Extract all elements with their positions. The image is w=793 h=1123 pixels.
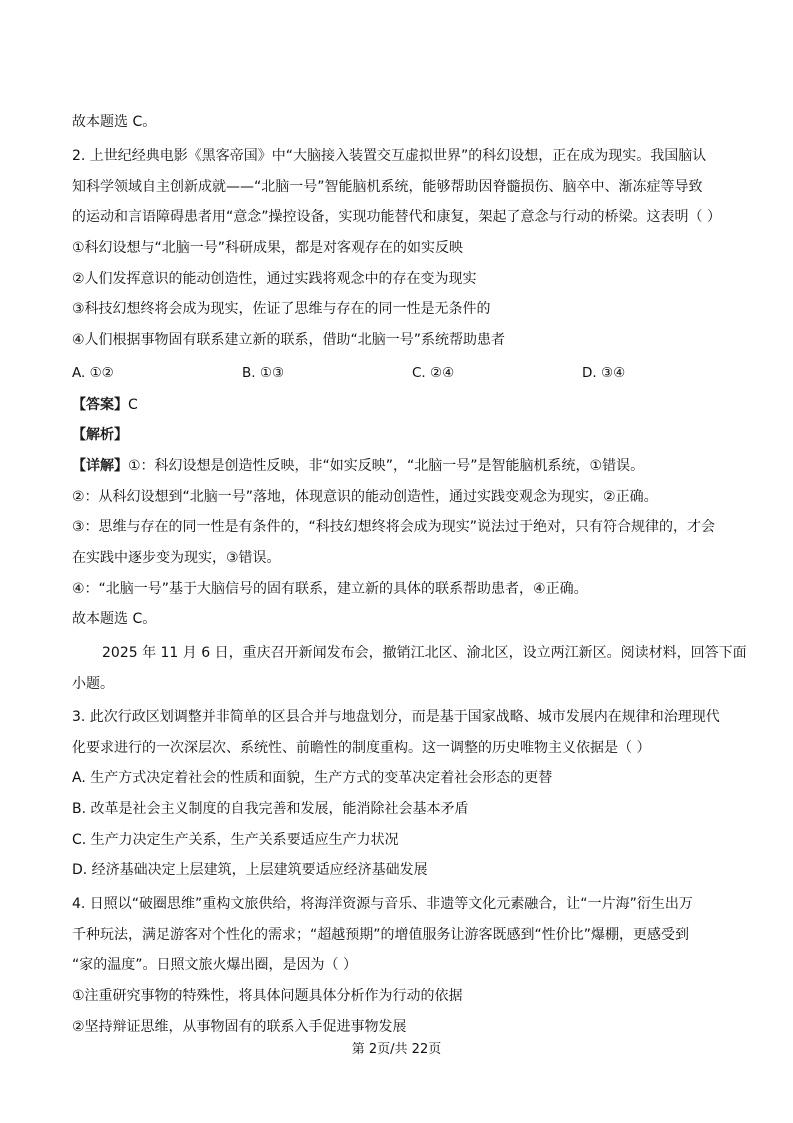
question-2-statement-2: ②人们发挥意识的能动创造性，通过实践将观念中的存在变为现实 xyxy=(72,271,477,287)
answer-conclusion-q1: 故本题选 C。 xyxy=(72,114,157,130)
question-4-statement-1: ①注重研究事物的特殊性，将具体问题具体分析作为行动的依据 xyxy=(72,988,463,1004)
answer-value: C xyxy=(128,397,138,413)
material-intro-line-2: 小题。 xyxy=(72,676,114,692)
option-a: A. ①② xyxy=(72,365,114,381)
option-d: D. ③④ xyxy=(582,365,626,381)
detail-tag: 【详解】 xyxy=(72,458,128,474)
question-3-option-c: C. 生产力决定生产关系，生产关系要适应生产力状况 xyxy=(72,832,399,848)
question-2-statement-3: ③科技幻想终将会成为现实，佐证了思维与存在的同一性是无条件的 xyxy=(72,301,491,317)
question-4-stem-line-2: 千种玩法，满足游客对个性化的需求；“超越预期”的增值服务让游客既感到“性价比”爆棚，更感受到 xyxy=(72,927,690,943)
question-4-stem-line-1: 4. 日照以“破圈思维”重构文旅供给，将海洋资源与音乐、非遗等文化元素融合，让“一片海”衍生出万 xyxy=(72,896,693,912)
detail-line-5: ④：“北脑一号”基于大脑信号的固有联系，建立新的具体的联系帮助患者，④正确。 xyxy=(72,581,588,597)
question-2-stem-line-2: 知科学领域自主创新成就——“北脑一号”智能脑机系统，能够帮助因脊髓损伤、脑卒中、渐冻症等导致 xyxy=(72,179,703,195)
question-4-statement-2: ②坚持辩证思维，从事物固有的联系入手促进事物发展 xyxy=(72,1019,407,1035)
answer-conclusion-q2: 故本题选 C。 xyxy=(72,611,157,627)
answer-line xyxy=(72,395,138,415)
analysis-tag: 【解析】 xyxy=(72,427,128,443)
question-2-stem-line-3: 的运动和言语障碍患者用“意念”操控设备，实现功能替代和康复，架起了意念与行动的桥梁。这表明（ ） xyxy=(72,209,721,225)
question-3-option-a: A. 生产方式决定着社会的性质和面貌，生产方式的变革决定着社会形态的更替 xyxy=(72,770,553,786)
question-2-statement-4: ④人们根据事物固有联系建立新的联系，借助“北脑一号”系统帮助患者 xyxy=(72,332,506,348)
question-2-stem-line-1: 2. 上世纪经典电影《黑客帝国》中“大脑接入装置交互虚拟世界”的科幻设想，正在成为现实。我国脑认 xyxy=(72,148,707,164)
question-3-stem-line-1: 3. 此次行政区划调整并非简单的区县合并与地盘划分，而是基于国家战略、城市发展内在规律和治理现代 xyxy=(72,709,720,725)
detail-line-4: 在实践中逐步变为现实，③错误。 xyxy=(72,550,281,566)
detail-line-2: ②：从科幻设想到“北脑一号”落地，体现意识的能动创造性，通过实践变观念为现实，②正确。 xyxy=(72,489,658,505)
question-3-option-b: B. 改革是社会主义制度的自我完善和发展，能消除社会基本矛盾 xyxy=(72,801,469,817)
page-number-footer: 第 2页/共 22页 xyxy=(351,1042,442,1057)
detail-line-3: ③：思维与存在的同一性是有条件的，“科技幻想终将会成为现实”说法过于绝对，只有符合规律的，才会 xyxy=(72,519,716,535)
detail-text: ①：科幻设想是创造性反映，非“如实反映”，“北脑一号”是智能脑机系统，①错误。 xyxy=(128,458,645,474)
question-3-option-d: D. 经济基础决定上层建筑，上层建筑要适应经济基础发展 xyxy=(72,862,428,878)
answer-tag: 【答案】 xyxy=(72,397,128,413)
option-b: B. ①③ xyxy=(242,365,285,381)
question-2-options xyxy=(72,363,722,383)
question-4-stem-line-3: “家的温度”。日照文旅火爆出圈，是因为（ ） xyxy=(72,957,357,973)
detail-line-1 xyxy=(72,456,644,476)
question-2-statement-1: ①科幻设想与“北脑一号”科研成果，都是对客观存在的如实反映 xyxy=(72,240,464,256)
option-c: C. ②④ xyxy=(412,365,455,381)
question-3-stem-line-2: 化要求进行的一次深层次、系统性、前瞻性的制度重构。这一调整的历史唯物主义依据是（ ） xyxy=(72,740,651,756)
material-intro-line-1: 2025 年 11 月 6 日，重庆召开新闻发布会，撤销江北区、渝北区，设立两江新区。阅读材料，回答下面 xyxy=(102,645,747,661)
